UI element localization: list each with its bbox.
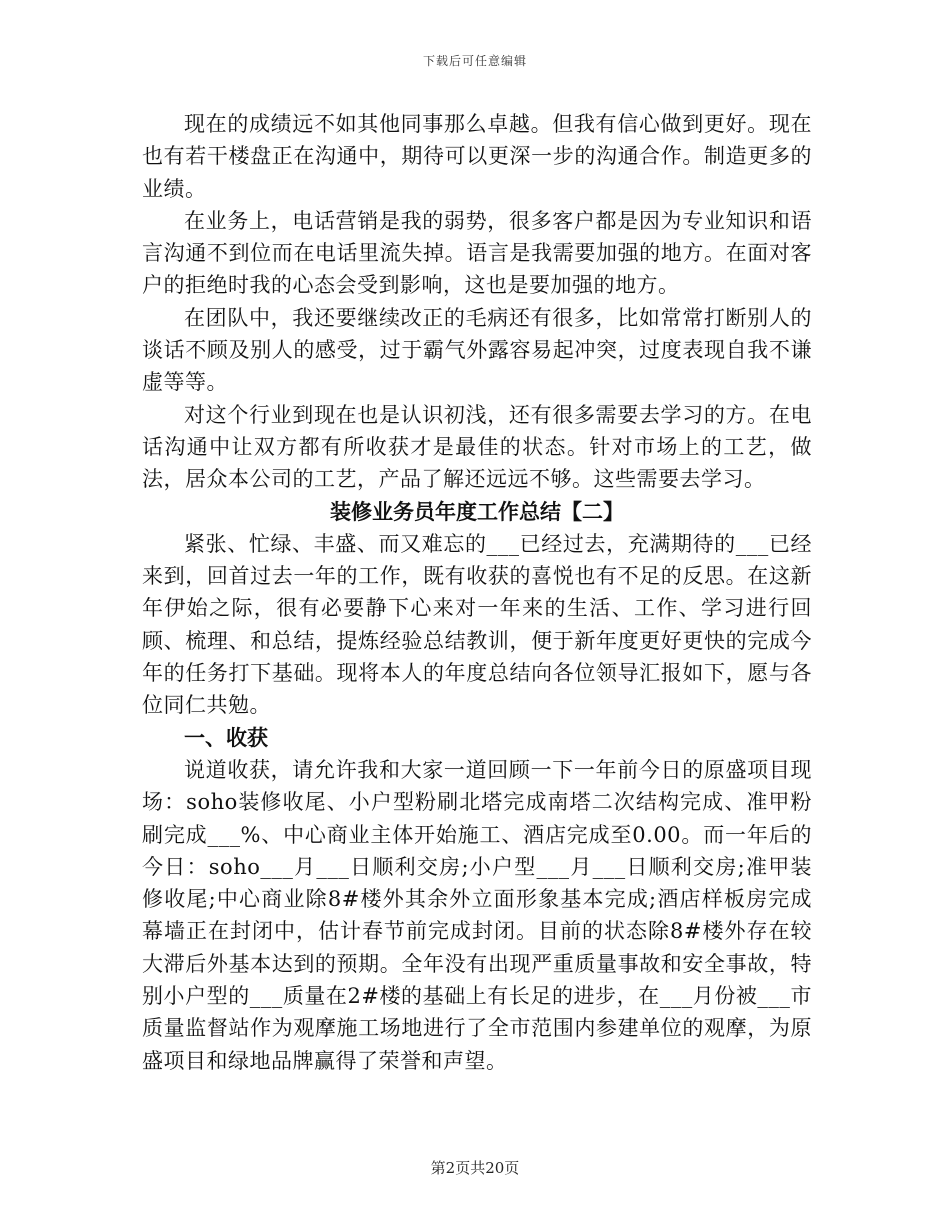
subheading-harvest: 一、收获 bbox=[184, 724, 268, 750]
section-title: 装修业务员年度工作总结【二】 bbox=[330, 498, 624, 524]
body-paragraph: 现在的成绩远不如其他同事那么卓越。但我有信心做到更好。现在也有若干楼盘正在沟通中，期待可以更深一步的沟通合作。制造更多的业绩。 bbox=[142, 112, 812, 201]
intro-paragraph: 紧张、忙绿、丰盛、而又难忘的___已经过去，充满期待的___已经来到，回首过去一年的工作，既有收获的喜悦也有不足的反思。在这新年伊始之际，很有必要静下心来对一年来的生活、工作、学习进行回顾、梳理、和总结，提炼经验总结教训，便于新年度更好更快的完成今年的任务打下基础。现将本人的年度总结向各位领导汇报如下，愿与各位同仁共勉。 bbox=[142, 531, 812, 718]
page-header-note: 下载后可任意编辑 bbox=[422, 54, 527, 68]
body-paragraph: 对这个行业到现在也是认识初浅，还有很多需要去学习的方。在电话沟通中让双方都有所收获才是最佳的状态。针对市场上的工艺，做法，居众本公司的工艺，产品了解还远远不够。这些需要去学习。 bbox=[142, 402, 812, 492]
harvest-paragraph: 说道收获，请允许我和大家一道回顾一下一年前今日的原盛项目现场：soho装修收尾、小户型粉刷北塔完成南塔二次结构完成、准甲粉刷完成___%、中心商业主体开始施工、酒店完成至0.00。而一年后的今日：soho___月___日顺利交房;小户型___月___日顺利交房;准甲装修收尾;中心商业除8#楼外其余外立面形象基本完成;酒店样板房完成幕墙正在封闭中，估计春节前完成封闭。目前的状态除8#楼外存在较大滞后外基本达到的预期。全年没有出现严重质量事故和安全事故，特别小户型的___质量在2#楼的基础上有长足的进步，在___月份被___市质量监督站作为观摩施工场地进行了全市范围内参建单位的观摩，为原盛项目和绿地品牌赢得了荣誉和声望。 bbox=[142, 757, 812, 1073]
page-number-footer: 第2页共20页 bbox=[430, 1159, 520, 1177]
body-paragraph: 在团队中，我还要继续改正的毛病还有很多，比如常常打断别人的谈话不顾及别人的感受，过于霸气外露容易起冲突，过度表现自我不谦虚等等。 bbox=[142, 305, 812, 395]
body-paragraph: 在业务上，电话营销是我的弱势，很多客户都是因为专业知识和语言沟通不到位而在电话里流失掉。语言是我需要加强的地方。在面对客户的拒绝时我的心态会受到影响，这也是要加强的地方。 bbox=[142, 208, 812, 298]
document-body bbox=[142, 108, 812, 1077]
